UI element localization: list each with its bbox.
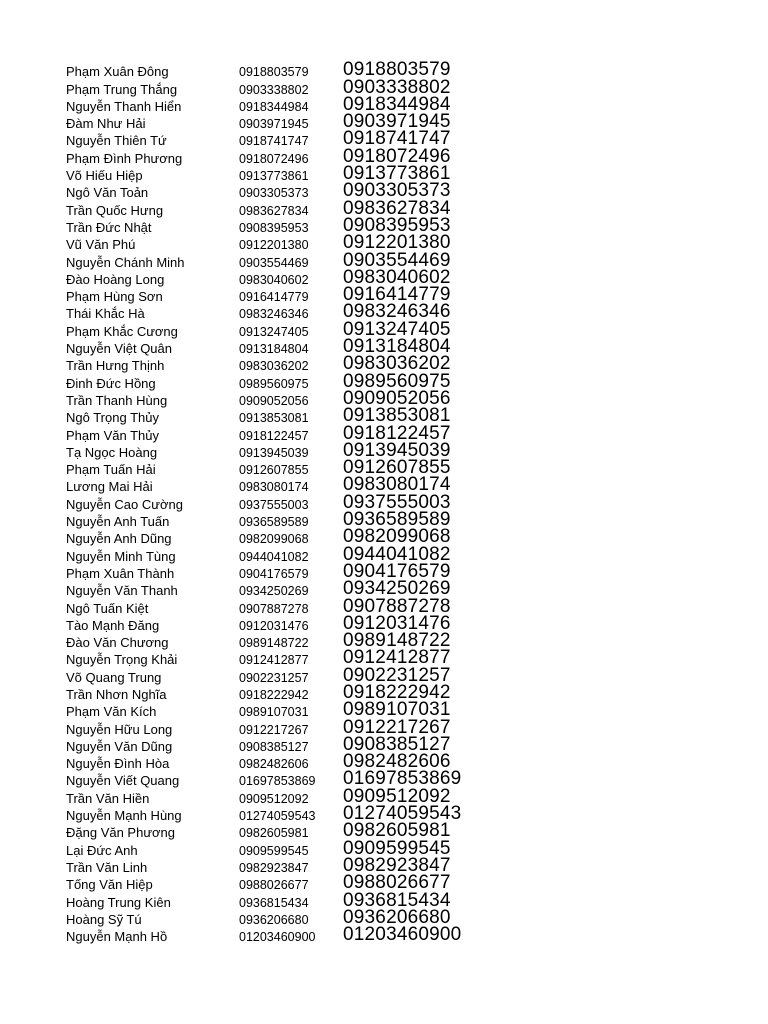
contact-name: Phạm Tuấn Hải — [66, 462, 156, 478]
contact-name: Nguyễn Đình Hòa — [66, 756, 170, 772]
contact-phone: 0936206680 — [239, 912, 309, 927]
contact-name: Nguyễn Minh Tùng — [66, 548, 176, 564]
contact-name: Trần Văn Linh — [66, 859, 148, 875]
contact-phone-large: 0918803579 — [343, 59, 451, 81]
contact-name: Phạm Khắc Cương — [66, 323, 178, 339]
contact-name: Nguyễn Thanh Hiển — [66, 98, 182, 114]
contact-phone-large: 0907887278 — [343, 595, 451, 617]
contact-name: Trần Văn Hiền — [66, 790, 150, 806]
contact-phone: 0912412877 — [239, 653, 309, 668]
contact-name: Tống Văn Hiệp — [66, 877, 153, 893]
contact-name: Trần Nhơn Nghĩa — [66, 686, 167, 702]
contact-phone: 0913773861 — [239, 169, 309, 184]
contact-phone: 0934250269 — [239, 584, 309, 599]
contact-phone: 0904176579 — [239, 566, 309, 581]
contact-phone-large: 0988026677 — [343, 872, 451, 894]
contact-phone: 0912607855 — [239, 463, 309, 478]
contact-phone-large: 0903305373 — [343, 180, 451, 202]
contact-phone-large: 0982099068 — [343, 526, 451, 548]
contact-phone-large: 01697853869 — [343, 768, 462, 790]
contact-phone: 0908385127 — [239, 739, 309, 754]
contact-phone-large: 0909599545 — [343, 837, 451, 859]
contact-phone: 0982923847 — [239, 860, 309, 875]
contact-phone-large: 0903554469 — [343, 249, 451, 271]
contact-name: Đào Hoàng Long — [66, 271, 165, 287]
contact-phone: 0903554469 — [239, 255, 309, 270]
contact-name: Nguyễn Văn Dũng — [66, 738, 173, 754]
contact-phone-large: 0912201380 — [343, 232, 451, 254]
contact-name: Trần Quốc Hưng — [66, 202, 164, 218]
contact-phone: 0907887278 — [239, 601, 309, 616]
contact-name: Phạm Đình Phương — [66, 150, 183, 166]
contact-phone-large: 0912217267 — [343, 716, 451, 738]
contact-name: Đào Văn Chương — [66, 635, 169, 651]
contact-phone: 0918122457 — [239, 428, 309, 443]
contact-phone: 0903338802 — [239, 82, 309, 97]
contact-phone: 0936815434 — [239, 895, 309, 910]
contact-phone: 0912031476 — [239, 618, 309, 633]
contact-name: Nguyễn Trọng Khải — [66, 652, 178, 668]
contact-name: Nguyễn Hữu Long — [66, 721, 173, 737]
contact-phone-large: 0983246346 — [343, 301, 451, 323]
contact-phone: 0916414779 — [239, 290, 309, 305]
contact-phone: 0937555003 — [239, 497, 309, 512]
contact-name: Đàm Như Hải — [66, 116, 146, 132]
contact-phone: 01274059543 — [239, 809, 316, 824]
contact-phone-large: 0902231257 — [343, 664, 451, 686]
contact-phone: 0908395953 — [239, 220, 309, 235]
contact-phone-large: 01203460900 — [343, 924, 462, 946]
contact-phone: 0912201380 — [239, 238, 309, 253]
contact-phone: 0913184804 — [239, 342, 309, 357]
contact-name: Trần Đức Nhật — [66, 219, 152, 235]
contact-name: Nguyễn Văn Thanh — [66, 583, 178, 599]
contact-phone-large: 0913184804 — [343, 336, 451, 358]
contact-phone-large: 0934250269 — [343, 578, 451, 600]
contact-phone: 0909599545 — [239, 843, 309, 858]
contact-phone-large: 0989148722 — [343, 630, 451, 652]
contact-name: Phạm Trung Thắng — [66, 81, 178, 97]
contact-phone: 0944041082 — [239, 549, 309, 564]
contact-phone: 0936589589 — [239, 515, 309, 530]
contact-phone: 01203460900 — [239, 930, 316, 945]
contact-phone: 0982482606 — [239, 757, 309, 772]
contact-name: Đặng Văn Phương — [66, 825, 176, 841]
contact-name: Phạm Xuân Đông — [66, 64, 169, 80]
contact-phone-large: 0936815434 — [343, 889, 451, 911]
contact-name: Nguyễn Chánh Minh — [66, 254, 185, 270]
contact-phone-large: 0983036202 — [343, 353, 451, 375]
contact-phone-large: 0983040602 — [343, 266, 451, 288]
contact-phone-large: 0936206680 — [343, 906, 451, 928]
contact-name: Nguyễn Việt Quân — [66, 341, 172, 357]
contact-phone-large: 0908385127 — [343, 733, 451, 755]
contact-name: Nguyễn Cao Cường — [66, 496, 183, 512]
contact-phone: 0913247405 — [239, 324, 309, 339]
contact-phone-large: 0918072496 — [343, 145, 451, 167]
contact-phone-large: 0913773861 — [343, 163, 451, 185]
contact-phone-large: 0918344984 — [343, 93, 451, 115]
contact-phone: 0918803579 — [239, 65, 309, 80]
contact-phone-large: 0937555003 — [343, 491, 451, 513]
contact-name: Lại Đức Anh — [66, 842, 138, 858]
contact-phone-large: 01274059543 — [343, 803, 462, 825]
contact-phone-large: 0912031476 — [343, 612, 451, 634]
contact-name: Nguyễn Anh Dũng — [66, 531, 172, 547]
contact-phone-large: 0982923847 — [343, 854, 451, 876]
contact-name: Tào Mạnh Đăng — [66, 617, 160, 633]
contact-name: Nguyễn Mạnh Hùng — [66, 808, 182, 824]
contact-phone-large: 0913945039 — [343, 439, 451, 461]
contact-name: Nguyễn Thiên Tứ — [66, 133, 167, 149]
contact-phone-large: 0936589589 — [343, 509, 451, 531]
contact-phone-large: 0909512092 — [343, 785, 451, 807]
contact-name: Lương Mai Hải — [66, 479, 153, 495]
contact-phone: 0912217267 — [239, 722, 309, 737]
contact-phone-large: 0944041082 — [343, 543, 451, 565]
contact-phone: 0913945039 — [239, 445, 309, 460]
contact-phone: 0983080174 — [239, 480, 309, 495]
contact-phone: 0918344984 — [239, 99, 309, 114]
contact-name: Ngô Tuấn Kiệt — [66, 600, 149, 616]
contact-phone-large: 0982482606 — [343, 751, 451, 773]
contact-name: Nguyễn Mạnh Hồ — [66, 929, 168, 945]
contact-phone-large: 0913853081 — [343, 405, 451, 427]
contact-name: Ngô Văn Toản — [66, 185, 149, 201]
contact-name: Phạm Hùng Sơn — [66, 289, 163, 305]
contact-phone: 0989560975 — [239, 376, 309, 391]
contact-phone-large: 0903971945 — [343, 111, 451, 133]
contact-phone-large: 0983080174 — [343, 474, 451, 496]
contact-phone-large: 0983627834 — [343, 197, 451, 219]
contact-phone-large: 0918122457 — [343, 422, 451, 444]
contact-phone: 0909512092 — [239, 791, 309, 806]
contact-phone-large: 0913247405 — [343, 318, 451, 340]
contact-phone-large: 0912412877 — [343, 647, 451, 669]
contact-phone: 0909052056 — [239, 393, 309, 408]
contact-row — [0, 924, 768, 946]
contact-phone-large: 0904176579 — [343, 560, 451, 582]
contact-phone-large: 0982605981 — [343, 820, 451, 842]
contact-name: Ngô Trọng Thủy — [66, 410, 159, 426]
contact-phone-large: 0903338802 — [343, 76, 451, 98]
contact-phone-large: 0916414779 — [343, 284, 451, 306]
contact-name: Trần Hưng Thịnh — [66, 358, 165, 374]
contact-name: Phạm Xuân Thành — [66, 565, 175, 581]
contact-phone: 0989107031 — [239, 705, 309, 720]
contact-sheet — [0, 59, 768, 946]
contact-phone: 0903971945 — [239, 117, 309, 132]
contact-phone: 01697853869 — [239, 774, 316, 789]
contact-name: Vũ Văn Phú — [66, 237, 136, 253]
contact-name: Trần Thanh Hùng — [66, 392, 168, 408]
contact-name: Phạm Văn Thủy — [66, 427, 159, 443]
contact-phone-large: 0989107031 — [343, 699, 451, 721]
contact-phone: 0918072496 — [239, 151, 309, 166]
contact-name: Thái Khắc Hà — [66, 306, 145, 322]
contact-name: Hoàng Trung Kiên — [66, 894, 171, 910]
contact-phone-large: 0908395953 — [343, 214, 451, 236]
contact-phone: 0918741747 — [239, 134, 309, 149]
contact-name: Hoàng Sỹ Tú — [66, 911, 142, 927]
contact-phone: 0989148722 — [239, 636, 309, 651]
contact-phone: 0983627834 — [239, 203, 309, 218]
contact-phone: 0983040602 — [239, 272, 309, 287]
contact-phone-large: 0989560975 — [343, 370, 451, 392]
contact-phone-large: 0918222942 — [343, 681, 451, 703]
contact-name: Phạm Văn Kích — [66, 704, 157, 720]
contact-name: Đinh Đức Hồng — [66, 375, 156, 391]
contact-phone-large: 0909052056 — [343, 387, 451, 409]
contact-name: Võ Hiếu Hiệp — [66, 168, 143, 184]
contact-phone: 0982605981 — [239, 826, 309, 841]
contact-phone: 0902231257 — [239, 670, 309, 685]
contact-phone: 0913853081 — [239, 411, 309, 426]
contact-name: Nguyễn Viết Quang — [66, 773, 180, 789]
contact-phone: 0982099068 — [239, 532, 309, 547]
contact-phone-large: 0912607855 — [343, 457, 451, 479]
contact-phone-large: 0918741747 — [343, 128, 451, 150]
contact-phone: 0983036202 — [239, 359, 309, 374]
contact-name: Võ Quang Trung — [66, 669, 162, 685]
contact-name: Tạ Ngọc Hoàng — [66, 444, 158, 460]
contact-phone: 0903305373 — [239, 186, 309, 201]
contact-phone: 0988026677 — [239, 878, 309, 893]
contact-name: Nguyễn Anh Tuấn — [66, 514, 170, 530]
contact-phone: 0918222942 — [239, 687, 309, 702]
contact-phone: 0983246346 — [239, 307, 309, 322]
